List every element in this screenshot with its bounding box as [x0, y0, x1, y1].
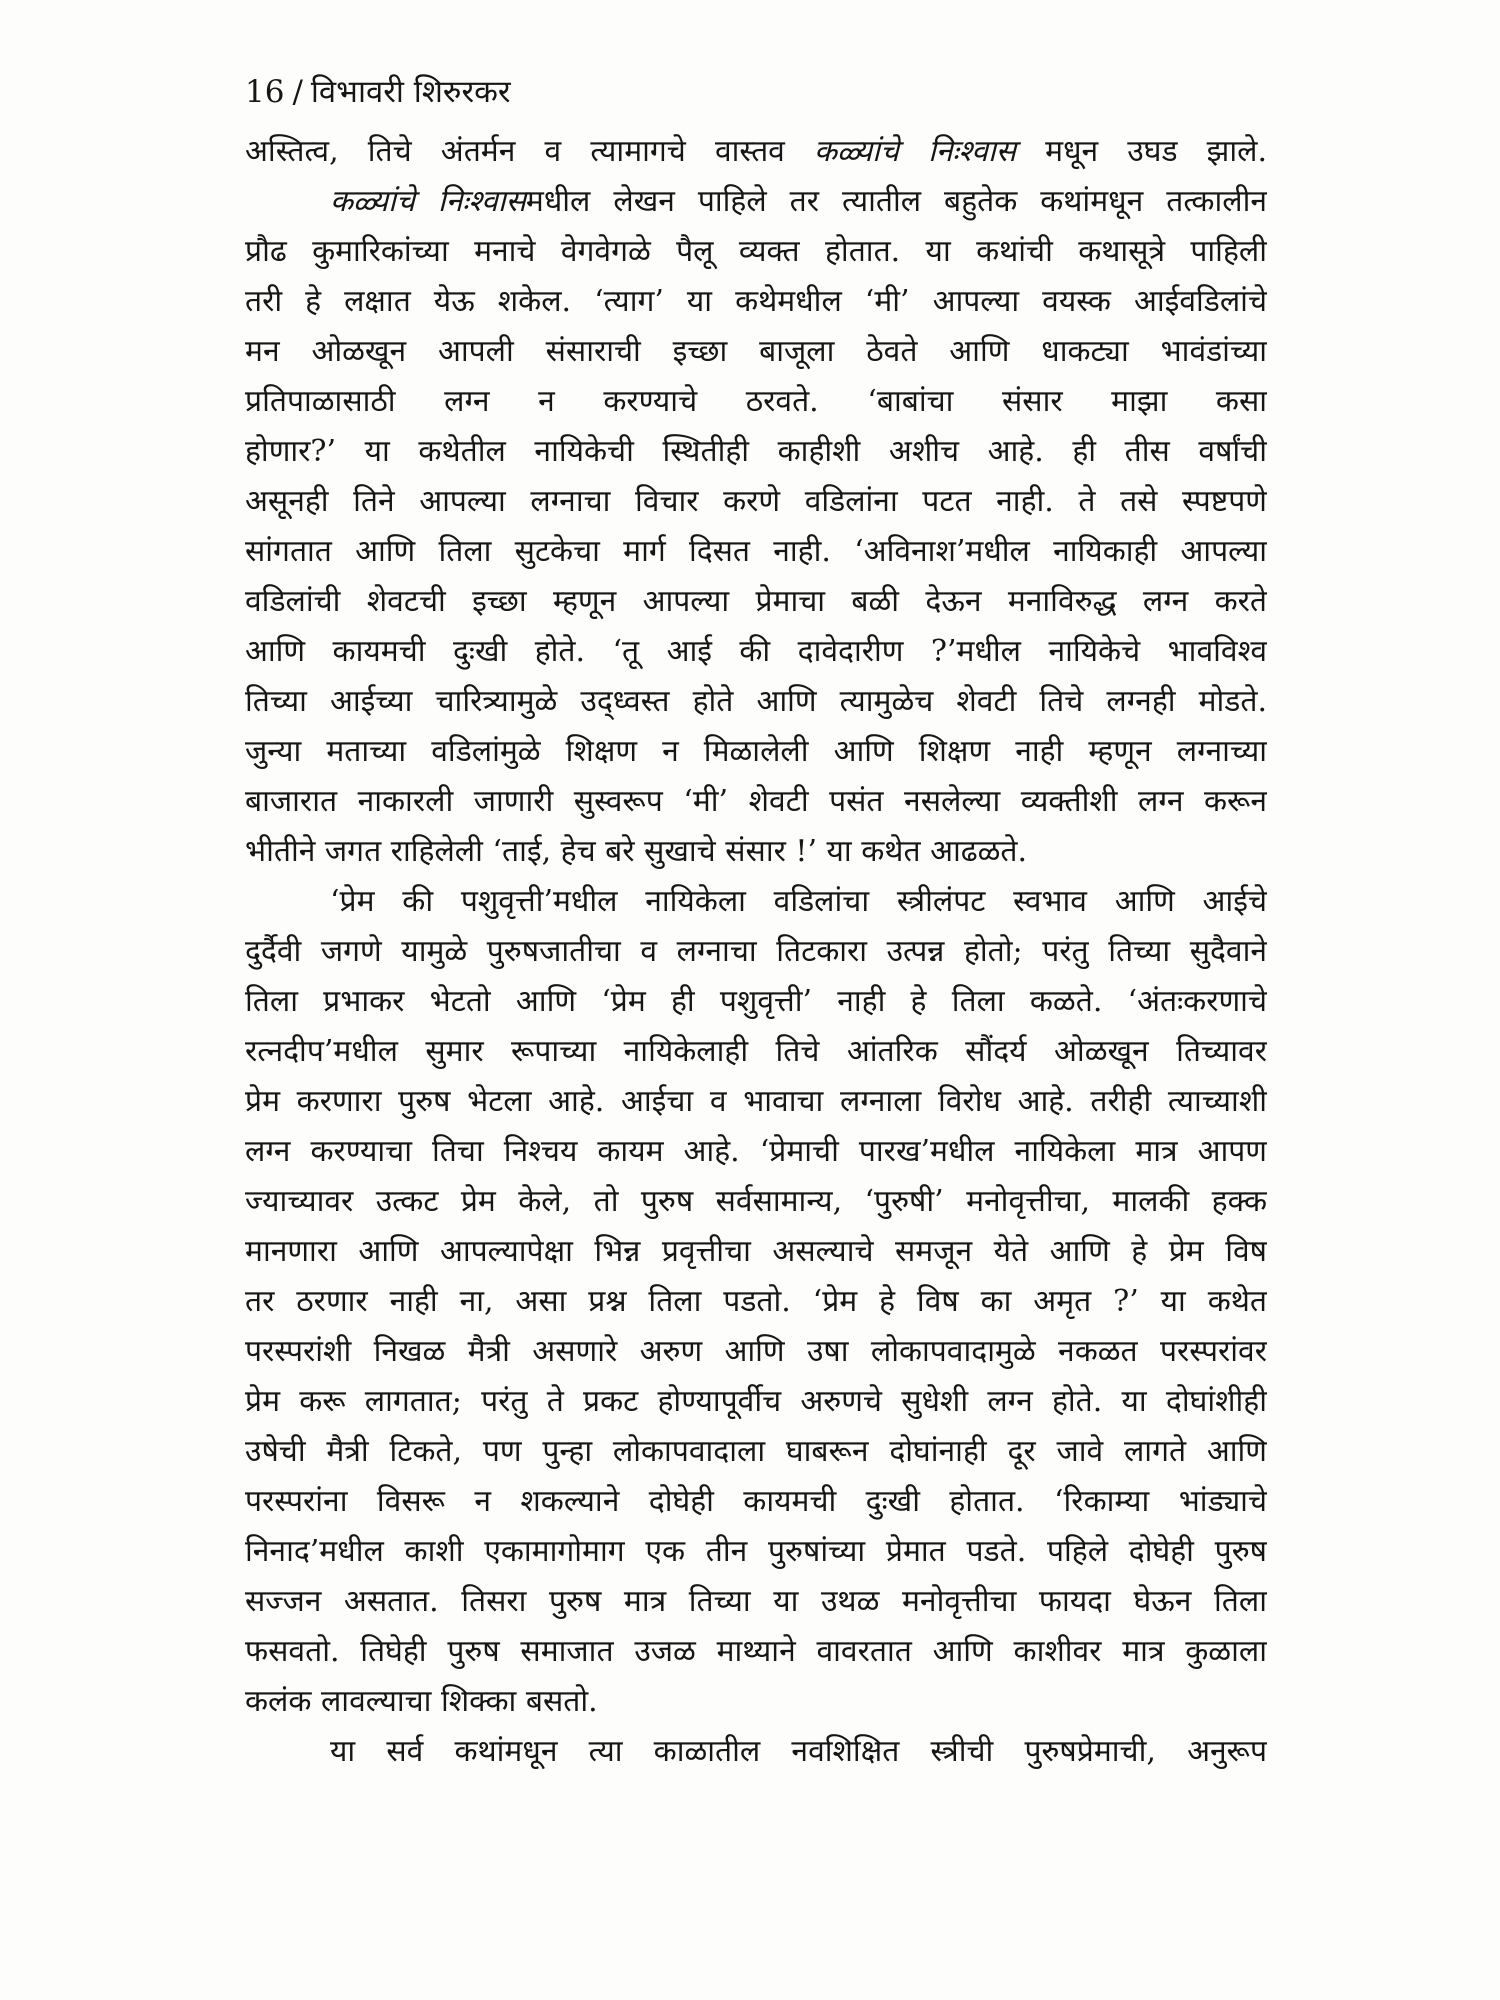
text-line: अस्तित्व, तिचे अंतर्मन व त्यामागचे वास्तव कळ्यांचे निःश्वास मधून उघड झाले.	[245, 134, 1267, 169]
text-line: मन ओळखून आपली संसाराची इच्छा बाजूला ठेवते आणि धाकट्या भावंडांच्या	[245, 334, 1267, 369]
text-line: निनाद’मधील काशी एकामागोमाग एक तीन पुरुषांच्या प्रेमात पडते. पहिले दोघेही पुरुष	[245, 1534, 1267, 1569]
text-line: तरी हे लक्षात येऊ शकेल. ‘त्याग’ या कथेमधील ‘मी’ आपल्या वयस्क आईवडिलांचे	[245, 284, 1267, 319]
text-line: आणि कायमची दुःखी होते. ‘तू आई की दावेदारीण ?’मधील नायिकेचे भावविश्व	[245, 634, 1267, 669]
book-title: कळ्यांचे निःश्वास	[813, 134, 1017, 169]
text-line: मानणारा आणि आपल्यापेक्षा भिन्न प्रवृत्तीचा असल्याचे समजून येते आणि हे प्रेम विष	[245, 1234, 1267, 1269]
text-line: रत्नदीप’मधील सुमार रूपाच्या नायिकेलाही तिचे आंतरिक सौंदर्य ओळखून तिच्यावर	[245, 1034, 1267, 1069]
text-line: तिच्या आईच्या चारित्र्यामुळे उद्ध्वस्त होते आणि त्यामुळेच शेवटी तिचे लग्नही मोडते.	[245, 684, 1267, 719]
author-name: विभावरी शिरुरकर	[310, 74, 511, 110]
text-line: जुन्या मताच्या वडिलांमुळे शिक्षण न मिळालेली आणि शिक्षण नाही म्हणून लग्नाच्या	[245, 734, 1267, 769]
text-line: उषेची मैत्री टिकते, पण पुन्हा लोकापवादाला घाबरून दोघांनाही दूर जावे लागते आणि	[245, 1434, 1267, 1469]
text-line: प्रतिपाळासाठी लग्न न करण्याचे ठरवते. ‘बाबांचा संसार माझा कसा	[245, 384, 1267, 419]
text-line: दुर्दैवी जगणे यामुळे पुरुषजातीचा व लग्नाचा तिटकारा उत्पन्न होतो; परंतु तिच्या सुदैवाने	[245, 934, 1267, 969]
text-line: ‘प्रेम की पशुवृत्ती’मधील नायिकेला वडिलांचा स्त्रीलंपट स्वभाव आणि आईचे	[330, 884, 1267, 919]
running-header	[245, 62, 511, 122]
text-line: ज्याच्यावर उत्कट प्रेम केले, तो पुरुष सर्वसामान्य, ‘पुरुषी’ मनोवृत्तीचा, मालकी हक्क	[245, 1184, 1267, 1219]
text-line: असूनही तिने आपल्या लग्नाचा विचार करणे वडिलांना पटत नाही. ते तसे स्पष्टपणे	[245, 484, 1267, 519]
text-line: परस्परांना विसरू न शकल्याने दोघेही कायमची दुःखी होतात. ‘रिकाम्या भांड्याचे	[245, 1484, 1267, 1519]
text-line: कळ्यांचे निःश्वासमधील लेखन पाहिले तर त्यातील बहुतेक कथांमधून तत्कालीन	[330, 184, 1267, 219]
text-line: सांगतात आणि तिला सुटकेचा मार्ग दिसत नाही. ‘अविनाश’मधील नायिकाही आपल्या	[245, 534, 1267, 569]
header-separator: /	[292, 74, 303, 110]
book-title: कळ्यांचे निःश्वास	[330, 184, 526, 219]
page-number: 16	[245, 74, 285, 110]
text-line: प्रेम करू लागतात; परंतु ते प्रकट होण्यापूर्वीच अरुणचे सुधेशी लग्न होते. या दोघांशीही	[245, 1384, 1267, 1419]
text-line: तिला प्रभाकर भेटतो आणि ‘प्रेम ही पशुवृत्ती’ नाही हे तिला कळते. ‘अंतःकरणाचे	[245, 984, 1267, 1019]
text-line: तर ठरणार नाही ना, असा प्रश्न तिला पडतो. ‘प्रेम हे विष का अमृत ?’ या कथेत	[245, 1284, 1267, 1319]
text-line: प्रौढ कुमारिकांच्या मनाचे वेगवेगळे पैलू व्यक्त होतात. या कथांची कथासूत्रे पाहिली	[245, 234, 1267, 269]
text-line: लग्न करण्याचा तिचा निश्चय कायम आहे. ‘प्रेमाची पारख’मधील नायिकेला मात्र आपण	[245, 1134, 1267, 1169]
text-line: भीतीने जगत राहिलेली ‘ताई, हेच बरे सुखाचे संसार !’ या कथेत आढळते.	[245, 834, 1028, 869]
text-line: फसवतो. तिघेही पुरुष समाजात उजळ माथ्याने वावरतात आणि काशीवर मात्र कुळाला	[245, 1634, 1267, 1669]
text-line: वडिलांची शेवटची इच्छा म्हणून आपल्या प्रेमाचा बळी देऊन मनाविरुद्ध लग्न करते	[245, 584, 1267, 619]
text-line: बाजारात नाकारली जाणारी सुस्वरूप ‘मी’ शेवटी पसंत नसलेल्या व्यक्तीशी लग्न करून	[245, 784, 1267, 819]
text-line: प्रेम करणारा पुरुष भेटला आहे. आईचा व भावाचा लग्नाला विरोध आहे. तरीही त्याच्याशी	[245, 1084, 1267, 1119]
text-line: सज्जन असतात. तिसरा पुरुष मात्र तिच्या या उथळ मनोवृत्तीचा फायदा घेऊन तिला	[245, 1584, 1267, 1619]
text-line: कलंक लावल्याचा शिक्का बसतो.	[245, 1684, 598, 1719]
text-line: या सर्व कथांमधून त्या काळातील नवशिक्षित स्त्रीची पुरुषप्रेमाची, अनुरूप	[330, 1734, 1267, 1769]
text-line: होणार?’ या कथेतील नायिकेची स्थितीही काहीशी अशीच आहे. ही तीस वर्षांची	[245, 434, 1267, 469]
text-line: परस्परांशी निखळ मैत्री असणारे अरुण आणि उषा लोकापवादामुळे नकळत परस्परांवर	[245, 1334, 1267, 1369]
